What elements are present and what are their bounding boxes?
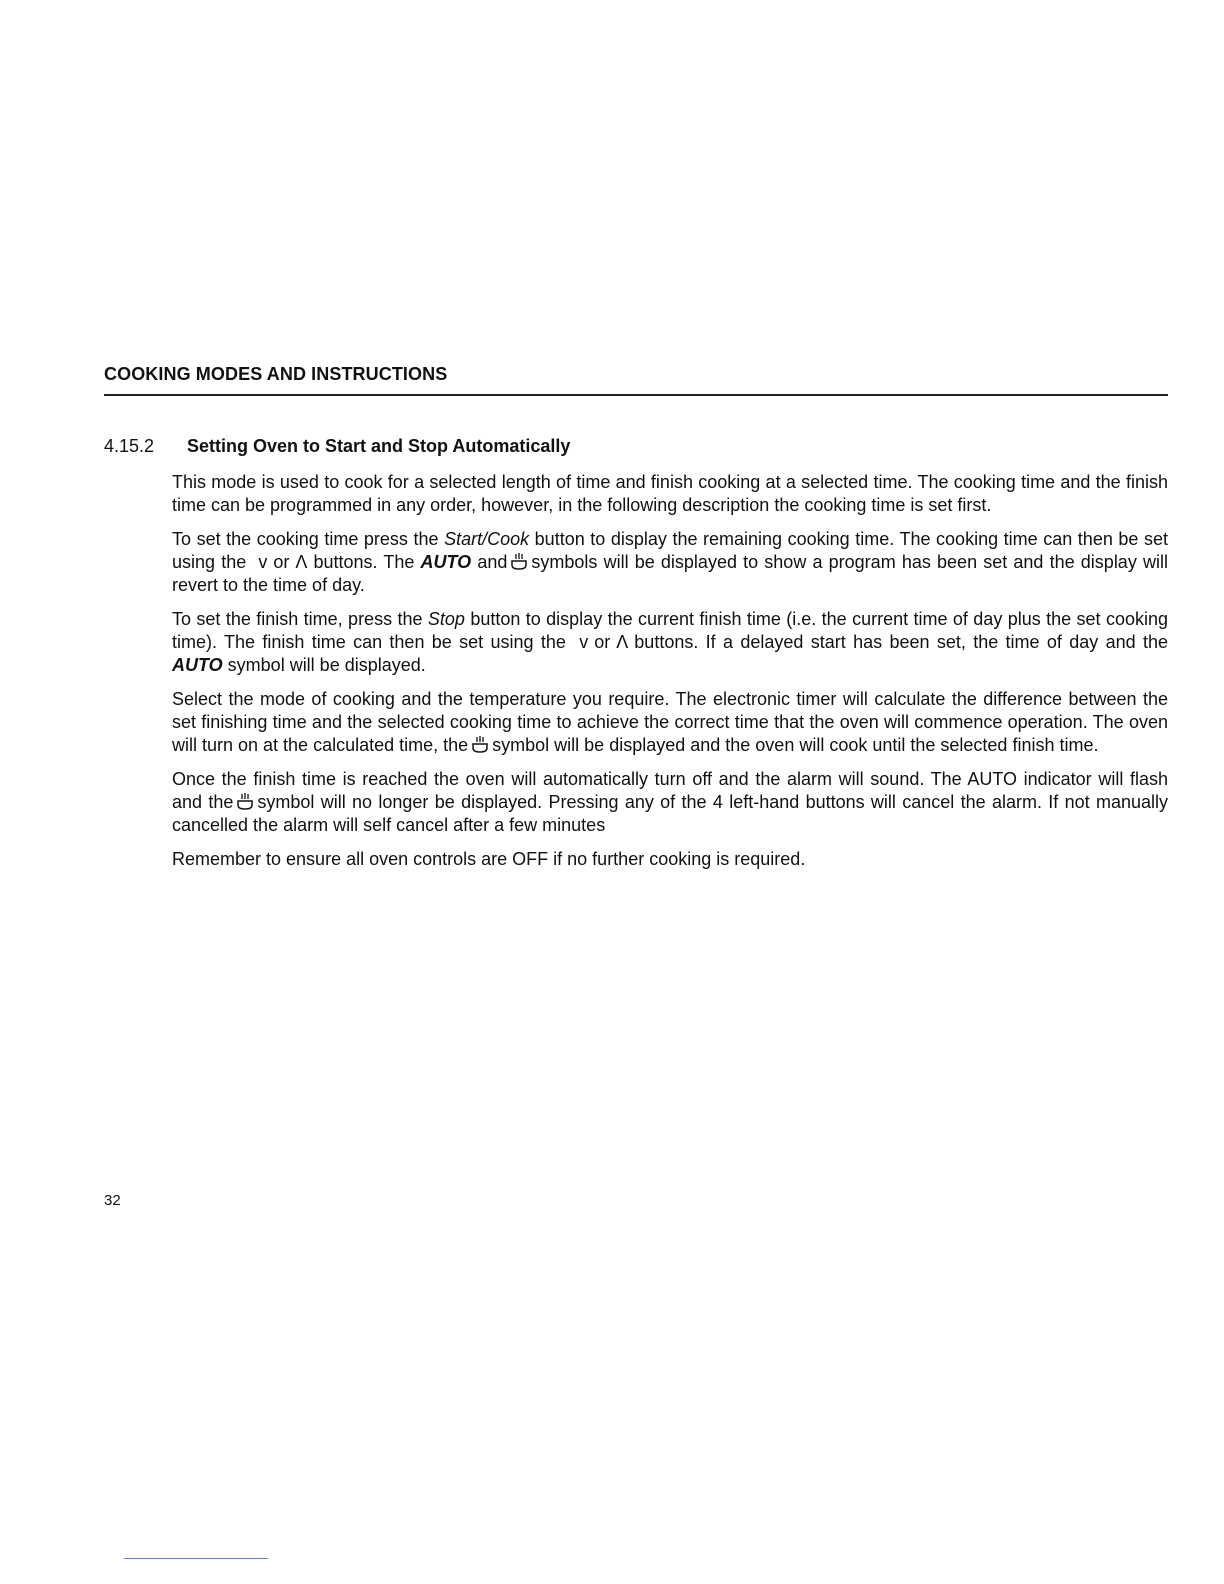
body-text — [172, 471, 1168, 882]
paragraph-finish-time: To set the finish time, press the Stop button to display the current finish time (i.e. the current time of day plus the set cooking time). The finish time can then be set using the v or Λ buttons. If a delayed start has been set, the time of day and the AUTO symbol will be displayed. — [172, 609, 1168, 675]
paragraph-mode-temperature: Select the mode of cooking and the temperature you require. The electronic timer will calculate the difference between the set finishing time and the selected cooking time to achieve the correct time that the oven will commence operation. The oven will turn on at the calculated time, the symbol will be displayed and the oven will cook until the selected finish time. — [172, 689, 1168, 755]
paragraph-finish-alarm: Once the finish time is reached the oven will automatically turn off and the alarm will sound. The AUTO indicator will flash and the symbol will no longer be displayed. Pressing any of the 4 left-hand buttons will cancel the alarm. If not manually cancelled the alarm will self cancel after a few minutes — [172, 769, 1168, 835]
subsection-number: 4.15.2 — [104, 436, 155, 456]
auto-term: AUTO — [420, 552, 472, 572]
paragraph-cooking-time: To set the cooking time press the Start/Cook button to display the remaining cooking time. The cooking time can then be set using the v or Λ buttons. The AUTO and symbols will be displayed to show a program has been set and the display will revert to the time of day. — [172, 529, 1168, 595]
footer-line — [124, 1558, 268, 1559]
auto-term: AUTO — [172, 655, 223, 675]
subsection-title: Setting Oven to Start and Stop Automatically — [187, 436, 571, 456]
paragraph-reminder: Remember to ensure all oven controls are OFF if no further cooking is required. — [172, 849, 806, 869]
start-cook-term: Start/Cook — [444, 529, 530, 549]
up-arrow-icon: Λ — [295, 552, 308, 572]
oven-pot-icon — [470, 734, 490, 754]
paragraph-intro: This mode is used to cook for a selected length of time and finish cooking at a selected time. The cooking time and the finish time can be programmed in any order, however, in the following description the cooking time is set first. — [172, 472, 1168, 515]
page-number: 32 — [104, 1192, 121, 1209]
subsection-heading — [104, 436, 570, 457]
stop-term: Stop — [427, 609, 465, 629]
section-header: COOKING MODES AND INSTRUCTIONS — [104, 364, 448, 384]
header-divider — [104, 394, 1168, 396]
down-arrow-icon: v — [258, 552, 268, 572]
down-arrow-icon: v — [579, 632, 589, 652]
up-arrow-icon: Λ — [616, 632, 629, 652]
oven-pot-icon — [509, 551, 529, 571]
oven-pot-icon — [235, 791, 255, 811]
